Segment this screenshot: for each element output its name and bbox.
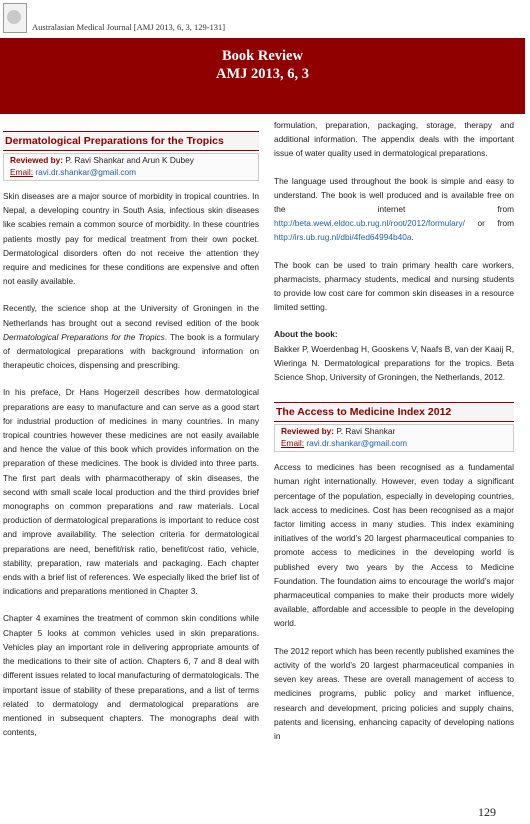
title-banner xyxy=(0,38,525,114)
article2-paragraph-1: Access to medicines has been recognised as a fundamental human right internationally. However, even today a significant percentage of the population, especially in developing countries, lack access to medicines. Cost has been recognised as a major factor limiting access in many studies. This index examining initiatives of the world’s 20 largest pharmaceutical companies to promote access to medicines in the developing world is published every two years by the Access to Medicine Foundation. The foundation aims to encourage the world’s major pharmaceutical companies to make their products more widely available, affordable and accessible to people in the developing world. xyxy=(274,462,514,629)
banner-title-book-review: Book Review xyxy=(222,48,303,64)
article1-title: Dermatological Preparations for the Tropics xyxy=(3,131,259,151)
article1-paragraph-6 xyxy=(274,174,514,245)
article1-p2-text-end: . The book is a formulary of dermatological preparations with background information on therapeutic choices, dispensing and prescribing. xyxy=(3,331,260,371)
formulary-link[interactable]: http://beta.wewi.eldoc.ub.rug.nl/root/2012/formulary/ xyxy=(274,218,465,229)
article2-reviewers: P. Ravi Shankar xyxy=(336,426,396,437)
article1-email-link[interactable]: ravi.dr.shankar@gmail.com xyxy=(35,166,137,177)
about-book-label: About the book: xyxy=(274,329,338,340)
article1-book-title: Dermatological Preparations for the Tropics xyxy=(3,331,165,342)
article1-email-label: Email: xyxy=(10,166,34,177)
logo-mark-icon xyxy=(7,10,21,24)
article2-reviewed-label: Reviewed by: xyxy=(281,426,335,437)
article2-email-link[interactable]: ravi.dr.shankar@gmail.com xyxy=(306,437,408,448)
banner-title-issue: AMJ 2013, 6, 3 xyxy=(215,66,310,82)
article1-paragraph-2 xyxy=(3,301,259,372)
right-column xyxy=(274,118,514,743)
article1-p2-text: Recently, the science shop at the University of Groningen in the Netherlands has brought out a second revised edition of the book xyxy=(3,303,259,328)
journal-header: Australasian Medical Journal [AMJ 2013, 6, 3, 129-131] xyxy=(32,22,226,32)
about-book-citation: Bakker P, Woerdenbag H, Gooskens V, Naafs B, van der Kaaij R, Wieringa N. Dermatological preparations for the tropics. Beta Science Shop, University of Groningen, the Netherlands, 2012. xyxy=(274,343,514,383)
article1-paragraph-7: The book can be used to train primary health care workers, pharmacists, pharmacy students, medical and nursing students to provide low cost care for common skin diseases in a resource limited setting. xyxy=(274,259,514,313)
repository-link[interactable]: http://irs.ub.rug.nl/dbi/4fed64994b40a xyxy=(274,232,412,243)
article1-reviewers: P. Ravi Shankar and Arun K Dubey xyxy=(65,155,194,165)
article2-title: The Access to Medicine Index 2012 xyxy=(274,402,514,422)
journal-logo xyxy=(3,3,27,33)
article1-link-period: . xyxy=(411,232,414,243)
article2-reviewed-box xyxy=(274,424,514,452)
article1-reviewed-label: Reviewed by: xyxy=(10,155,64,165)
left-column xyxy=(3,118,259,739)
article1-paragraph-5: formulation, preparation, packaging, storage, therapy and additional information. The appendix deals with the important issue of water quality used in dermatological preparations. xyxy=(274,120,514,159)
article2-paragraph-2: The 2012 report which has been recently published examines the activity of the world’s 20 largest pharmaceutical companies in seven key areas. These are overall management of access to medicines programs, public policy and market influence, research and development, pricing policies and supply chains, patents and licensing, enhancing capacity of developing nations in xyxy=(274,645,514,741)
article1-or-text: or from xyxy=(477,218,514,229)
article1-paragraph-4: Chapter 4 examines the treatment of common skin conditions while Chapter 5 looks at common vehicles used in skin preparations. Vehicles play an important role in delivering appropriate amounts of the medications to their site of action. Chapters 6, 7 and 8 deal with different issues related to local manufacturing of dermatologicals. The important issue of stability of these preparations, and a list of terms related to dermatology and dermatological preparations are mentioned in subsequent chapters. The monographs deal with contents, xyxy=(3,613,259,738)
article1-reviewed-box xyxy=(3,153,259,181)
article1-paragraph-1: Skin diseases are a major source of morbidity in tropical countries. In Nepal, a developing country in South Asia, infectious skin diseases like scabies remain a common source of morbidity. In these countries patients mostly pay for medical treatment from their own pocket. Dermatological disorders often do not receive the attention they require and medicines for these conditions are expensive and often not easily available. xyxy=(3,191,259,287)
article1-paragraph-3: In his preface, Dr Hans Hogerzeil describes how dermatological preparations are easy to manufacture and can serve as a good start for industrial production of medicines in many countries. In many tropical countries however these medicines are not easily available and hence the value of this book which provides information on the preparation of these medicines. The book is divided into three parts. The first part deals with pharmacotherapy of skin diseases, the second with small scale local production and the third provides brief monographs on common preparations and raw materials. Local production of dermatological preparations is important to reduce cost and improve availability. The selection criteria for dermatological preparations are need, benefit/risk ratio, benefit/cost ratio, vehicle, stability, preparation, raw materials and packaging. Each chapter ends with a brief list of references. We especially liked the brief list of indications and preparations mentioned in Chapter 3. xyxy=(3,387,259,597)
article2-email-label: Email: xyxy=(281,437,305,448)
page-number: 129 xyxy=(478,805,496,819)
article1-availability-text: The language used throughout the book is simple and easy to understand. The book is well produced and is available free on the internet from xyxy=(274,175,514,215)
